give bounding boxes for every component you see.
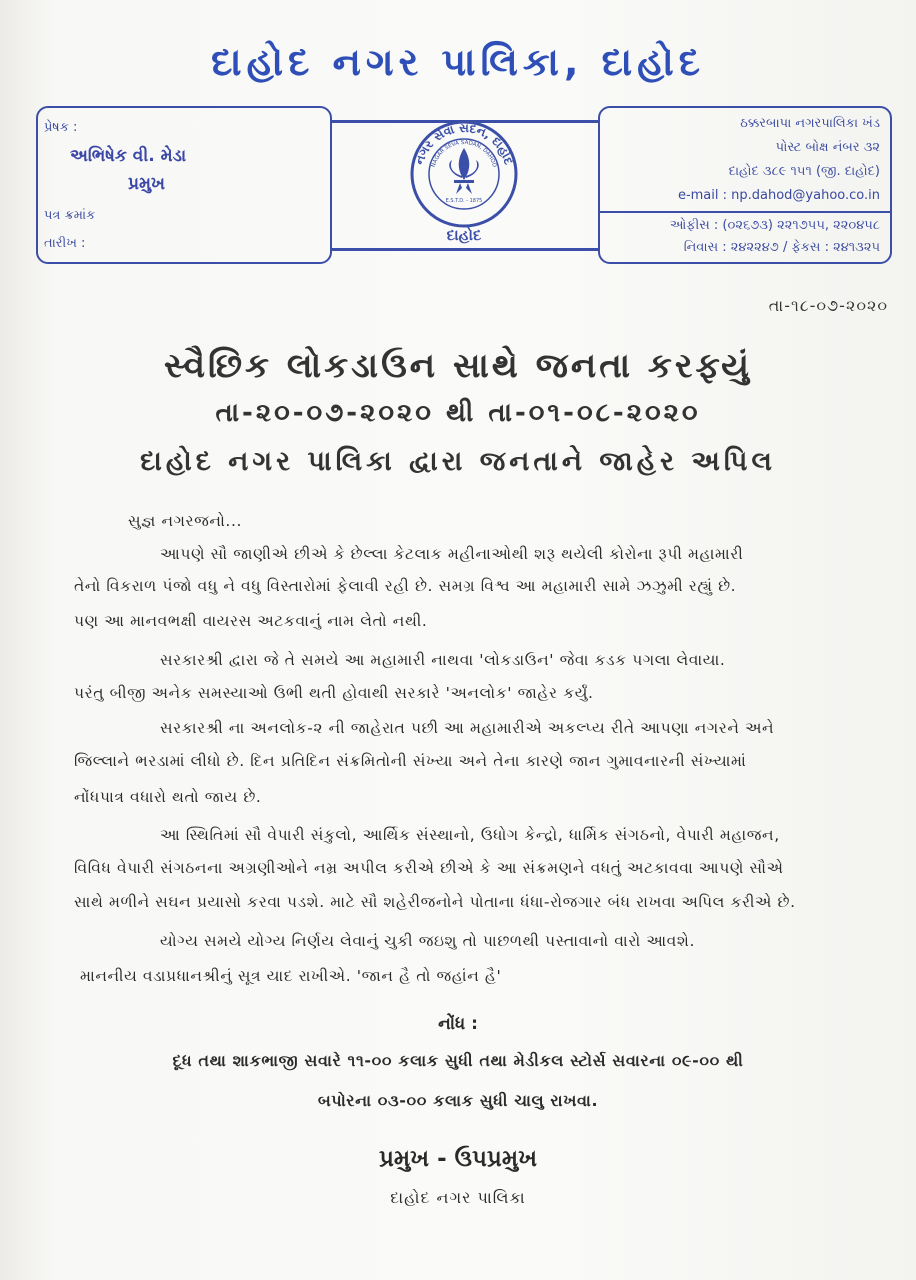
body-line: માનનીય વડાપ્રધાનશ્રીનું સૂત્ર યાદ રાખીએ. 'જાન હૈ તો જહાંન હૈ'	[80, 967, 502, 985]
seal-emblem	[404, 118, 524, 244]
residence-fax: નિવાસ : ૨૪૨૨૪૭ / ફેકસ : ૨૪૧૩૨૫	[683, 240, 880, 255]
body-line: આ સ્થિતિમાં સૌ વેપારી સંકુલો, આર્થિક સંસ્થાનો, ઉધોગ કેન્દ્રો, ધાર્મિક સંગઠનો, વેપારી મહાજન,	[160, 826, 780, 844]
sender-box	[36, 106, 332, 264]
note-line: બપોરના ૦૩-૦૦ કલાક સુધી ચાલુ રાખવા.	[317, 1091, 599, 1110]
body-line: પણ આ માનવભક્ષી વાયરસ અટકવાનું નામ લેતો નથી.	[74, 612, 428, 630]
note-title: નોંધ :	[438, 1014, 478, 1034]
heading-main: સ્વૈછિક લોકડાઉન સાથે જનતા કરફ્યું	[164, 346, 752, 386]
address-divider	[600, 211, 890, 213]
body-line: વિવિધ વેપારી સંગઠનના અગ્રણીઓને નમ્ર અપીલ કરીએ છીએ કે આ સંક્રમણને વધતું અટકાવવા આપણે સૌએ	[74, 859, 784, 877]
sender-role: પ્રમુખ	[128, 174, 166, 194]
address-line: ઠક્કરબાપા નગરપાલિકા ખંડ	[740, 116, 880, 131]
body-line: આપણે સૌ જાણીએ છીએ કે છેલ્લા કેટલાક મહીનાઓથી શરૂ થયેલી કોરોના રૂપી મહામારી	[160, 545, 744, 563]
heading-dates: તા-૨૦-૦૭-૨૦૨૦ થી તા-૦૧-૦૮-૨૦૨૦	[215, 398, 701, 428]
seal-text-top: નગર સેવા સદન, દાહોદ	[412, 120, 516, 167]
seal-text-en: NAGAR SEVA SADAN, DAHOD	[430, 139, 498, 169]
address-line: દાહોદ ૩૮૯ ૧૫૧ (જી. દાહોદ)	[728, 164, 880, 179]
seal-bottom: દાહોદ	[446, 226, 482, 244]
letter-date: તા-૧૮-૦૭-૨૦૨૦	[768, 296, 888, 315]
note-line: દૂધ તથા શાકભાજી સવારે ૧૧-૦૦ કલાક સુધી તથા મેડીકલ સ્ટોર્સ સવારના ૦૯-૦૦ થી	[172, 1051, 744, 1070]
body-line: સરકારશ્રી દ્વારા જે તે સમયે આ મહામારી નાથવા 'લોકડાઉન' જેવા કડક પગલા લેવાયા.	[160, 651, 726, 669]
letter-no-label: પત્ર ક્રમાંક	[44, 208, 96, 223]
salutation: સુજ્ઞ નગરજનો...	[128, 512, 243, 530]
address-line: પોસ્ટ બોક્ષ નંબર ૩૨	[775, 140, 880, 155]
sender-label: પ્રેષક :	[44, 120, 78, 135]
signature-title: પ્રમુખ - ઉપપ્રમુખ	[378, 1146, 538, 1172]
signature-org: દાહોદ નગર પાલિકા	[390, 1188, 526, 1207]
body-line: પરંતુ બીજી અનેક સમસ્યાઓ ઉભી થતી હોવાથી સરકારે 'અનલોક' જાહેર કર્યું.	[74, 684, 594, 702]
letterhead-line-bottom	[330, 248, 598, 251]
body-line: જિલ્લાને ભરડામાં લીધો છે. દિન પ્રતિદિન સંક્રમિતોની સંખ્યા અને તેના કારણે જાન ગુમાવનારની સંખ્યામાં	[74, 752, 747, 770]
seal-icon	[404, 118, 524, 244]
address-box	[598, 106, 892, 264]
email-link[interactable]: e-mail : np.dahod@yahoo.co.in	[677, 188, 880, 203]
sender-name: અભિષેક વી. મેડા	[70, 146, 187, 166]
body-line: નોંધપાત્ર વધારો થતો જાય છે.	[74, 788, 262, 806]
body-line: સરકારશ્રી ના અનલોક-૨ ની જાહેરાત પછી આ મહામારીએ અકલ્પ્ય રીતે આપણા નગરને અને	[160, 719, 775, 737]
heading-appeal: દાહોદ નગર પાલિકા દ્વારા જનતાને જાહેર અપિલ	[140, 446, 776, 477]
seal-estd: E.S.T.D. - 1875	[445, 198, 483, 204]
org-title: દાહોદ નગર પાલિકા, દાહોદ	[211, 40, 705, 84]
body-line: સાથે મળીને સઘન પ્રયાસો કરવા પડશે. માટે સૌ શહેરીજનોને પોતાના ધંધા-રોજગાર બંધ રાખવા અપિલ કરીએ છે.	[74, 893, 796, 911]
body-line: તેનો વિકરાળ પંજો વધુ ને વધુ વિસ્તારોમાં ફેલાવી રહી છે. સમગ્ર વિશ્વ આ મહામારી સામે ઝઝુમી રહ્યું છે.	[74, 577, 737, 595]
office-phone: ઓફીસ : (૦૨૬૭૩) ૨૨૧૭૫૫, ૨૨૦૪૫૮	[669, 218, 880, 233]
body-line: યોગ્ય સમયે યોગ્ય નિર્ણય લેવાનું ચુકી જઇશુ તો પાછળથી પસ્તાવાનો વારો આવશે.	[160, 932, 695, 950]
date-label: તારીખ :	[44, 236, 86, 251]
